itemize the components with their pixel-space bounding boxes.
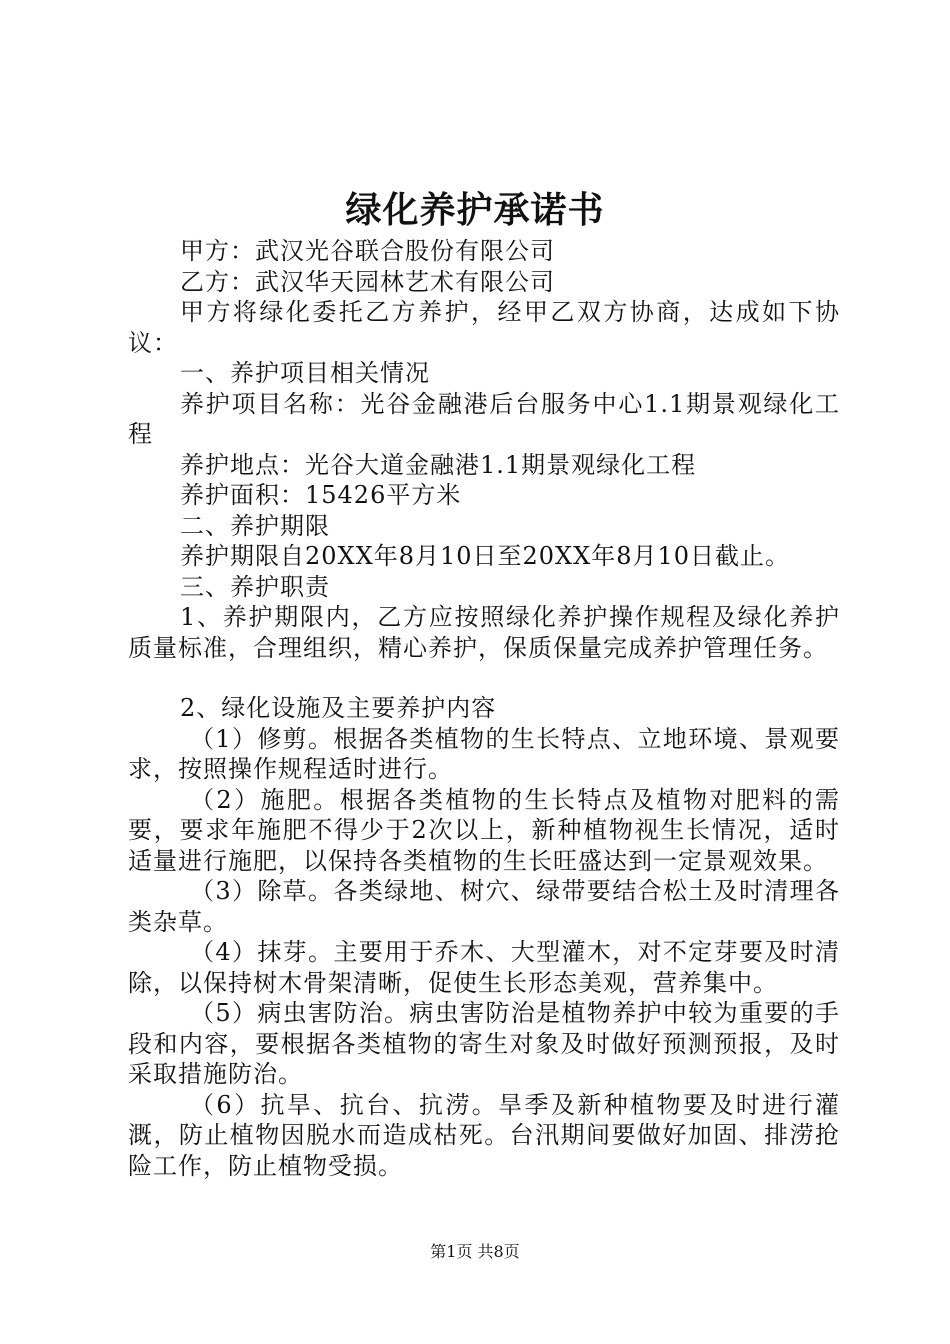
party-a-line: 甲方：武汉光谷联合股份有限公司 bbox=[180, 237, 555, 265]
intro-paragraph: 甲方将绿化委托乙方养护，经甲乙双方协商，达成如下协议： bbox=[128, 298, 840, 357]
page-number: 第1页 共8页 bbox=[430, 1242, 520, 1261]
term-line: 养护期限自20XX年8月10日至20XX年8月10日截止。 bbox=[180, 542, 791, 570]
party-b-line: 乙方：武汉华天园林艺术有限公司 bbox=[180, 267, 555, 296]
maintenance-item-pest-control: （5）病虫害防治。病虫害防治是植物养护中较为重要的手段和内容，要根据各类植物的寄生对象及时做好预测预报，及时采取措施防治。 bbox=[128, 999, 840, 1088]
section-heading-project: 一、养护项目相关情况 bbox=[180, 359, 430, 387]
paragraph-spacer bbox=[128, 663, 840, 693]
duty-item-1: 1、养护期限内，乙方应按照绿化养护操作规程及绿化养护质量标准，合理组织，精心养护，保质保量完成养护管理任务。 bbox=[128, 603, 840, 662]
document-body bbox=[128, 236, 840, 1181]
maintenance-item-fertilizing: （2）施肥。根据各类植物的生长特点及植物对肥料的需要，要求年施肥不得少于2次以上，新种植物视生长情况，适时适量进行施肥，以保持各类植物的生长旺盛达到一定景观效果。 bbox=[128, 785, 840, 875]
maintenance-item-weeding: （3）除草。各类绿地、树穴、绿带要结合松土及时清理各类杂草。 bbox=[128, 877, 840, 936]
project-area-line: 养护面积：15426平方米 bbox=[180, 481, 462, 509]
document-title: 绿化养护承诺书 bbox=[345, 189, 605, 231]
duty-item-2-heading: 2、绿化设施及主要养护内容 bbox=[180, 694, 497, 722]
maintenance-item-drought-typhoon-flood: （6）抗旱、抗台、抗涝。旱季及新种植物要及时进行灌溉，防止植物因脱水而造成枯死。台汛期间要做好加固、排涝抢险工作，防止植物受损。 bbox=[128, 1090, 840, 1180]
project-location-line: 养护地点：光谷大道金融港1.1期景观绿化工程 bbox=[180, 450, 697, 479]
section-heading-term: 二、养护期限 bbox=[180, 511, 330, 540]
maintenance-item-pruning: （1）修剪。根据各类植物的生长特点、立地环境、景观要求，按照操作规程适时进行。 bbox=[128, 724, 840, 783]
project-name-line: 养护项目名称：光谷金融港后台服务中心1.1期景观绿化工程 bbox=[128, 389, 840, 448]
maintenance-item-disbudding: （4）抹芽。主要用于乔木、大型灌木，对不定芽要及时清除，以保持树木骨架清晰，促使生长形态美观，营养集中。 bbox=[128, 938, 840, 997]
section-heading-duties: 三、养护职责 bbox=[180, 572, 330, 601]
